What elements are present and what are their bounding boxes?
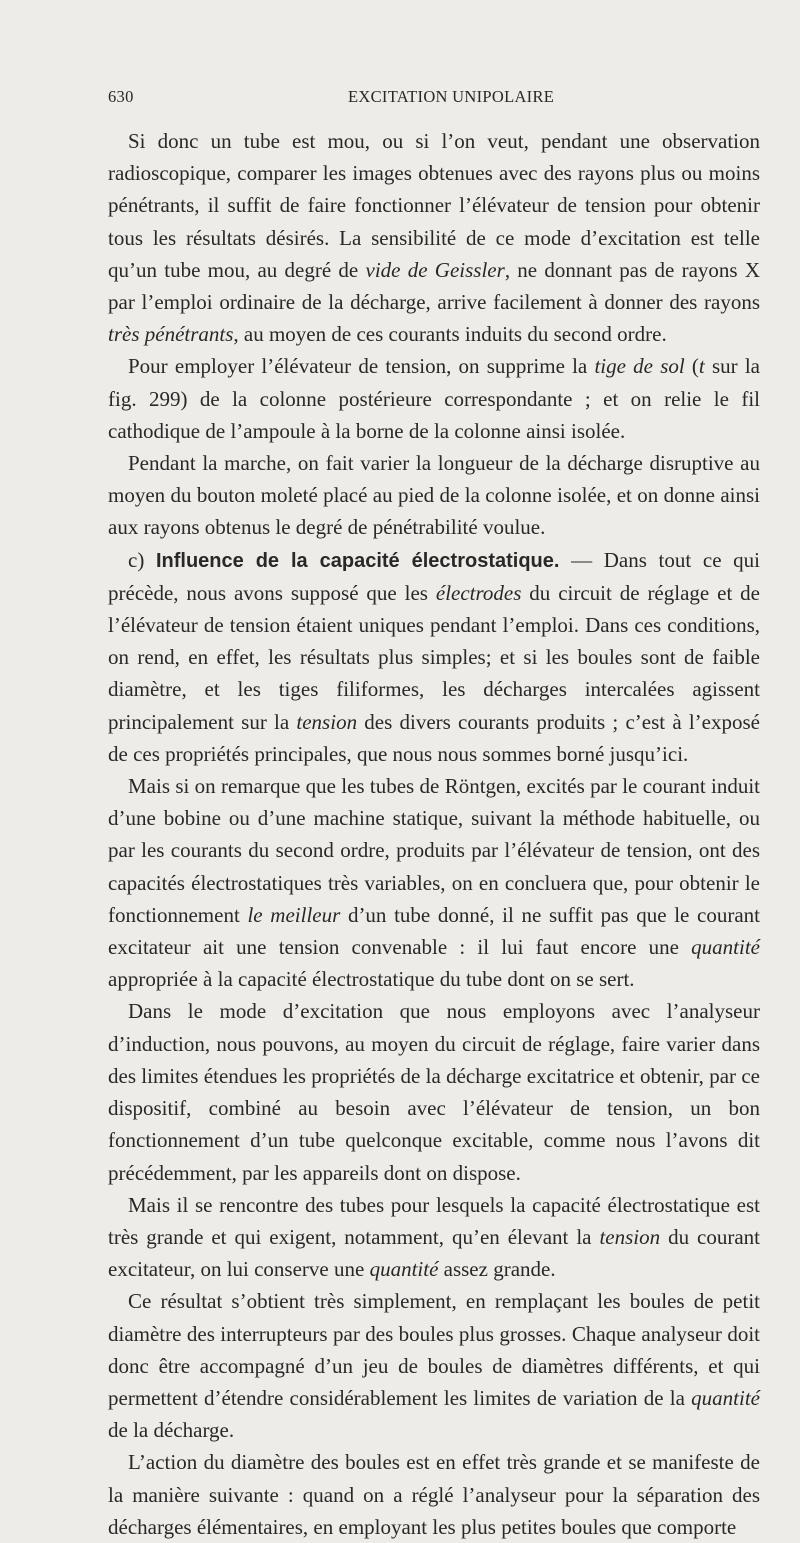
paragraph-text: du courant excitateur, on lui conserve une [108,1224,760,1282]
paragraph-6: Dans le mode d’excitation que nous employons avec l’analyseur d’induction, nous pouvons, au moyen du circuit de réglage, faire varier dans des limites étendues les propriétés de la décharge excitatrice et obtenir, par ce dispositif, combiné au besoin avec l’élévateur de tension, un bon fonctionnement d’un tube quelconque excitable, comme nous l’avons dit précédemment, par les appareils dont on dispose. [108,999,760,1185]
paragraph-text: du circuit de réglage et de l’élévateur de tension étaient uniques pendant l’emploi. Dans ces conditions, on rend, en effet, les résultats plus simples; et si les boules sont de faible diamètre, et les tiges filiformes, les décharges intercalées agissent principalement sur la [108,580,760,734]
paragraph-8 [108,1285,760,1446]
paragraph-5 [108,770,760,995]
paragraph-text: d’un tube donné, il ne suffit pas que le courant excitateur ait une tension convenable : il lui faut encore une [108,902,761,960]
paragraph-text: de la décharge. [108,1418,235,1443]
paragraph-text: assez grande. [438,1257,556,1282]
paragraph-text: Si donc un tube est mou, ou si l’on veut, pendant une observation radioscopique, comparer les images obtenues avec des rayons plus ou moins pénétrants, il suffit de faire fonctionner l’élévateur de tension pour obtenir tous les résultats désirés. La sensibilité de ce mode d’excitation est telle qu’un tube mou, au degré de [108,129,760,282]
paragraph-text: appropriée à la capacité électrostatique du tube dont on se sert. [108,967,635,992]
italic-term: électrodes [435,580,522,605]
running-title: EXCITATION UNIPOLAIRE [348,87,555,106]
page-number: 630 [108,87,134,106]
paragraph-text: Ce résultat s’obtient très simplement, en remplaçant les boules de petit diamètre des interrupteurs par des boules plus grosses. Chaque analyseur doit donc être accompagné d’un jeu de boules de diamètres différents, et qui permettent d’étendre considérablement les limites de variation de la [108,1289,760,1410]
italic-term: quantité [691,1385,760,1410]
paragraph-9: L’action du diamètre des boules est en effet très grande et se manifeste de la manière suivante : quand on a réglé l’analyseur pour la séparation des décharges élémentaires, en employant les plus petites boules que comporte [108,1450,760,1539]
section-heading: Influence de la capacité électrostatique. [155,549,560,572]
italic-term: vide de Geissler [365,257,505,282]
italic-term: quantité [369,1257,439,1282]
paragraph-text: , ne donnant pas de rayons X par l’emploi ordinaire de la décharge, arrive facilement à donner des rayons [108,257,760,315]
running-head [108,87,758,113]
paragraph-7 [108,1189,760,1286]
paragraph-text: Mais il se rencontre des tubes pour lesquels la capacité électrostatique est très grande et qui exigent, notamment, qu’en élevant la [108,1192,760,1249]
paragraph-4 [108,544,760,770]
paragraph-text: sur la fig. 299) de la colonne postérieure correspondante ; et on relie le fil cathodique de l’ampoule à la borne de la colonne ainsi isolée. [108,354,760,443]
section-letter: c) [128,547,156,572]
paragraph-text: des divers courants produits ; c’est à l’exposé de ces propriétés principales, que nous nous sommes borné jusqu’ici. [108,709,760,766]
italic-term: tension [599,1224,661,1249]
paragraph-text: Mais si on remarque que les tubes de Röntgen, excités par le courant induit d’une bobine ou d’une machine statique, suivant la méthode habituelle, ou par les courants du second ordre, produits par l’élévateur de tension, ont des capacités électrostatiques très variables, on en concluera que, pour obtenir le fonctionnement [108,774,760,927]
italic-term: t [698,354,705,379]
paragraph-3: Pendant la marche, on fait varier la longueur de la décharge disruptive au moyen du bouton moleté placé au pied de la colonne isolée, et on donne ainsi aux rayons obtenus le degré de pénétrabilité voulue. [108,451,760,540]
italic-term: tige de sol [594,354,685,379]
paragraph-text: Pour employer l’élévateur de tension, on supprime la [128,354,595,379]
body-text [108,125,760,1543]
paragraph-text: , au moyen de ces courants induits du second ordre. [233,322,667,347]
italic-term: très pénétrants [108,322,234,347]
paragraph-1 [108,125,760,350]
italic-term: tension [296,709,358,734]
paragraph-text: — Dans tout ce qui précède, nous avons supposé que les [108,547,760,605]
paragraph-2 [108,350,760,447]
paragraph-text: ( [684,354,699,379]
italic-term: quantité [691,935,760,960]
italic-term: le meilleur [247,902,341,927]
